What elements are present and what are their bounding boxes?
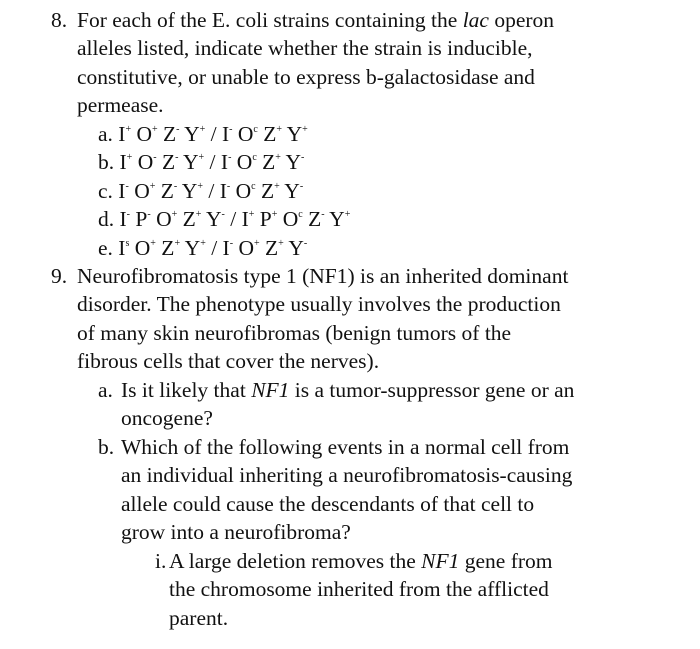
question-8-line-1: For each of the E. coli strains containing the lac operon: [77, 8, 555, 32]
allele-superscript: -: [175, 151, 179, 163]
gene-allele: / I-: [209, 150, 232, 174]
gene-allele: O-: [137, 150, 157, 174]
gene-allele: $O^c$: [237, 122, 258, 146]
allele-superscript: +: [253, 237, 260, 249]
allele-superscript: -: [229, 237, 234, 249]
question-9-line-1: Neurofibromatosis type 1 (NF1) is an inherited dominant: [77, 264, 569, 288]
nf1-gene-term: NF1: [421, 549, 460, 573]
gene-allele: Z-: [160, 179, 178, 203]
allele-superscript: +: [150, 237, 156, 249]
gene-allele: Z-: [163, 122, 180, 146]
part-b-line-4: grow into a neurofibroma?: [121, 520, 351, 544]
gene-allele: I+: [119, 150, 133, 174]
allele-superscript: c: [298, 208, 303, 220]
allele-superscript: +: [278, 237, 284, 249]
question-8-line-2: alleles listed, indicate whether the strain is inducible,: [77, 36, 533, 60]
allele-superscript: -: [303, 237, 308, 249]
gene-allele: Y+: [183, 150, 205, 174]
allele-superscript: -: [176, 123, 180, 135]
gene-allele: O+: [156, 207, 178, 231]
allele-superscript: +: [302, 123, 308, 135]
gene-allele: Y+: [286, 122, 308, 146]
gene-allele: I+: [118, 122, 132, 146]
question-8-number: 8.: [51, 8, 68, 32]
part-label: e.: [98, 236, 119, 260]
genotype-row-d: [98, 205, 350, 234]
gene-allele: P-: [135, 207, 151, 231]
gene-allele: O+: [134, 236, 156, 260]
part-b-line-2: an individual inheriting a neurofibromatosis-causing: [121, 463, 573, 487]
question-9-line-3: of many skin neurofibromas (benign tumors of the: [77, 321, 512, 345]
allele-superscript: +: [275, 151, 281, 163]
part-b-i-line-2: the chromosome inherited from the afflicted: [169, 577, 549, 601]
part-b-line-3: allele could cause the descendants of that cell to: [121, 492, 535, 516]
genotype-row-b: [98, 148, 304, 177]
gene-allele: Y+: [329, 207, 351, 231]
allele-superscript: -: [321, 208, 325, 220]
nf1-gene-term: NF1: [251, 378, 290, 402]
allele-superscript: +: [125, 123, 132, 135]
allele-superscript: -: [226, 180, 231, 192]
part-b-i-line-3: parent.: [169, 606, 229, 630]
gene-allele: $O^c$: [282, 207, 303, 231]
allele-superscript: c: [253, 123, 258, 135]
allele-superscript: -: [301, 151, 305, 163]
allele-superscript: -: [153, 151, 157, 163]
gene-allele: Y-: [285, 150, 305, 174]
allele-superscript: -: [229, 123, 233, 135]
allele-superscript: -: [228, 151, 232, 163]
part-a-line-2: oncogene?: [121, 406, 213, 430]
allele-superscript: +: [248, 208, 255, 220]
gene-allele: Y-: [288, 236, 308, 260]
part-a-label: a.: [98, 378, 113, 402]
allele-superscript: c: [252, 151, 257, 163]
gene-allele: Z+: [182, 207, 202, 231]
part-label: d.: [98, 207, 120, 231]
allele-superscript: -: [299, 180, 304, 192]
gene-allele: O+: [134, 179, 156, 203]
gene-allele: O+: [136, 122, 158, 146]
allele-superscript: +: [174, 237, 181, 249]
part-label: a.: [98, 122, 119, 146]
question-9-number: 9.: [51, 264, 68, 288]
gene-allele: Z+: [262, 150, 281, 174]
part-b-line-1: Which of the following events in a normal cell from: [121, 435, 570, 459]
allele-superscript: +: [197, 180, 203, 192]
allele-superscript: +: [198, 151, 205, 163]
question-8-line-4: permease.: [77, 93, 164, 117]
part-label: b.: [98, 150, 120, 174]
allele-superscript: +: [274, 180, 280, 192]
allele-superscript: -: [221, 208, 225, 220]
allele-superscript: +: [152, 123, 158, 135]
allele-superscript: +: [199, 123, 206, 135]
gene-allele: Y+: [181, 179, 203, 203]
gene-allele: $O^c$: [236, 150, 257, 174]
part-b-i-line-1: A large deletion removes the NF1 gene from: [169, 549, 553, 573]
allele-superscript: s: [125, 237, 130, 249]
gene-allele: I-: [118, 179, 129, 203]
allele-superscript: +: [344, 208, 351, 220]
gene-allele: Z+: [260, 179, 280, 203]
question-9-line-4: fibrous cells that cover the nerves).: [77, 349, 380, 373]
gene-allele: Z+: [264, 236, 284, 260]
gene-allele: Z+: [161, 236, 181, 260]
allele-superscript: -: [126, 208, 131, 220]
gene-allele: / I-: [210, 122, 233, 146]
gene-allele: / I+: [230, 207, 255, 231]
allele-superscript: -: [173, 180, 178, 192]
gene-allele: $O^c$: [235, 179, 256, 203]
part-b-i-label: i.: [155, 549, 167, 573]
gene-allele: / I-: [208, 179, 231, 203]
allele-superscript: +: [276, 123, 283, 135]
allele-superscript: +: [149, 180, 156, 192]
part-b-label: b.: [98, 435, 115, 459]
gene-allele: P+: [259, 207, 278, 231]
gene-allele: Y+: [184, 122, 206, 146]
gene-allele: Y+: [184, 236, 206, 260]
genotype-row-a: [98, 120, 308, 149]
gene-allele: Y-: [205, 207, 225, 231]
allele-superscript: +: [171, 208, 178, 220]
genotype-row-e: [98, 234, 307, 263]
allele-superscript: -: [125, 180, 129, 192]
gene-allele: Z-: [161, 150, 179, 174]
gene-allele: Z+: [263, 122, 283, 146]
gene-allele: $I^s$: [118, 236, 130, 260]
gene-allele: / I-: [211, 236, 234, 260]
allele-superscript: +: [126, 151, 133, 163]
question-9-line-2: disorder. The phenotype usually involves the production: [77, 292, 561, 316]
allele-superscript: +: [195, 208, 202, 220]
allele-superscript: +: [271, 208, 278, 220]
part-label: c.: [98, 179, 119, 203]
gene-allele: O+: [238, 236, 260, 260]
allele-superscript: c: [251, 180, 256, 192]
gene-allele: I-: [119, 207, 131, 231]
allele-superscript: +: [200, 237, 206, 249]
gene-allele: Z-: [308, 207, 325, 231]
lac-term: lac: [462, 8, 489, 32]
allele-superscript: -: [147, 208, 151, 220]
part-a-line-1: Is it likely that NF1 is a tumor-suppressor gene or an: [121, 378, 575, 402]
genotype-row-c: [98, 177, 303, 206]
gene-allele: Y-: [284, 179, 304, 203]
question-8-line-3: constitutive, or unable to express b-galactosidase and: [77, 65, 535, 89]
